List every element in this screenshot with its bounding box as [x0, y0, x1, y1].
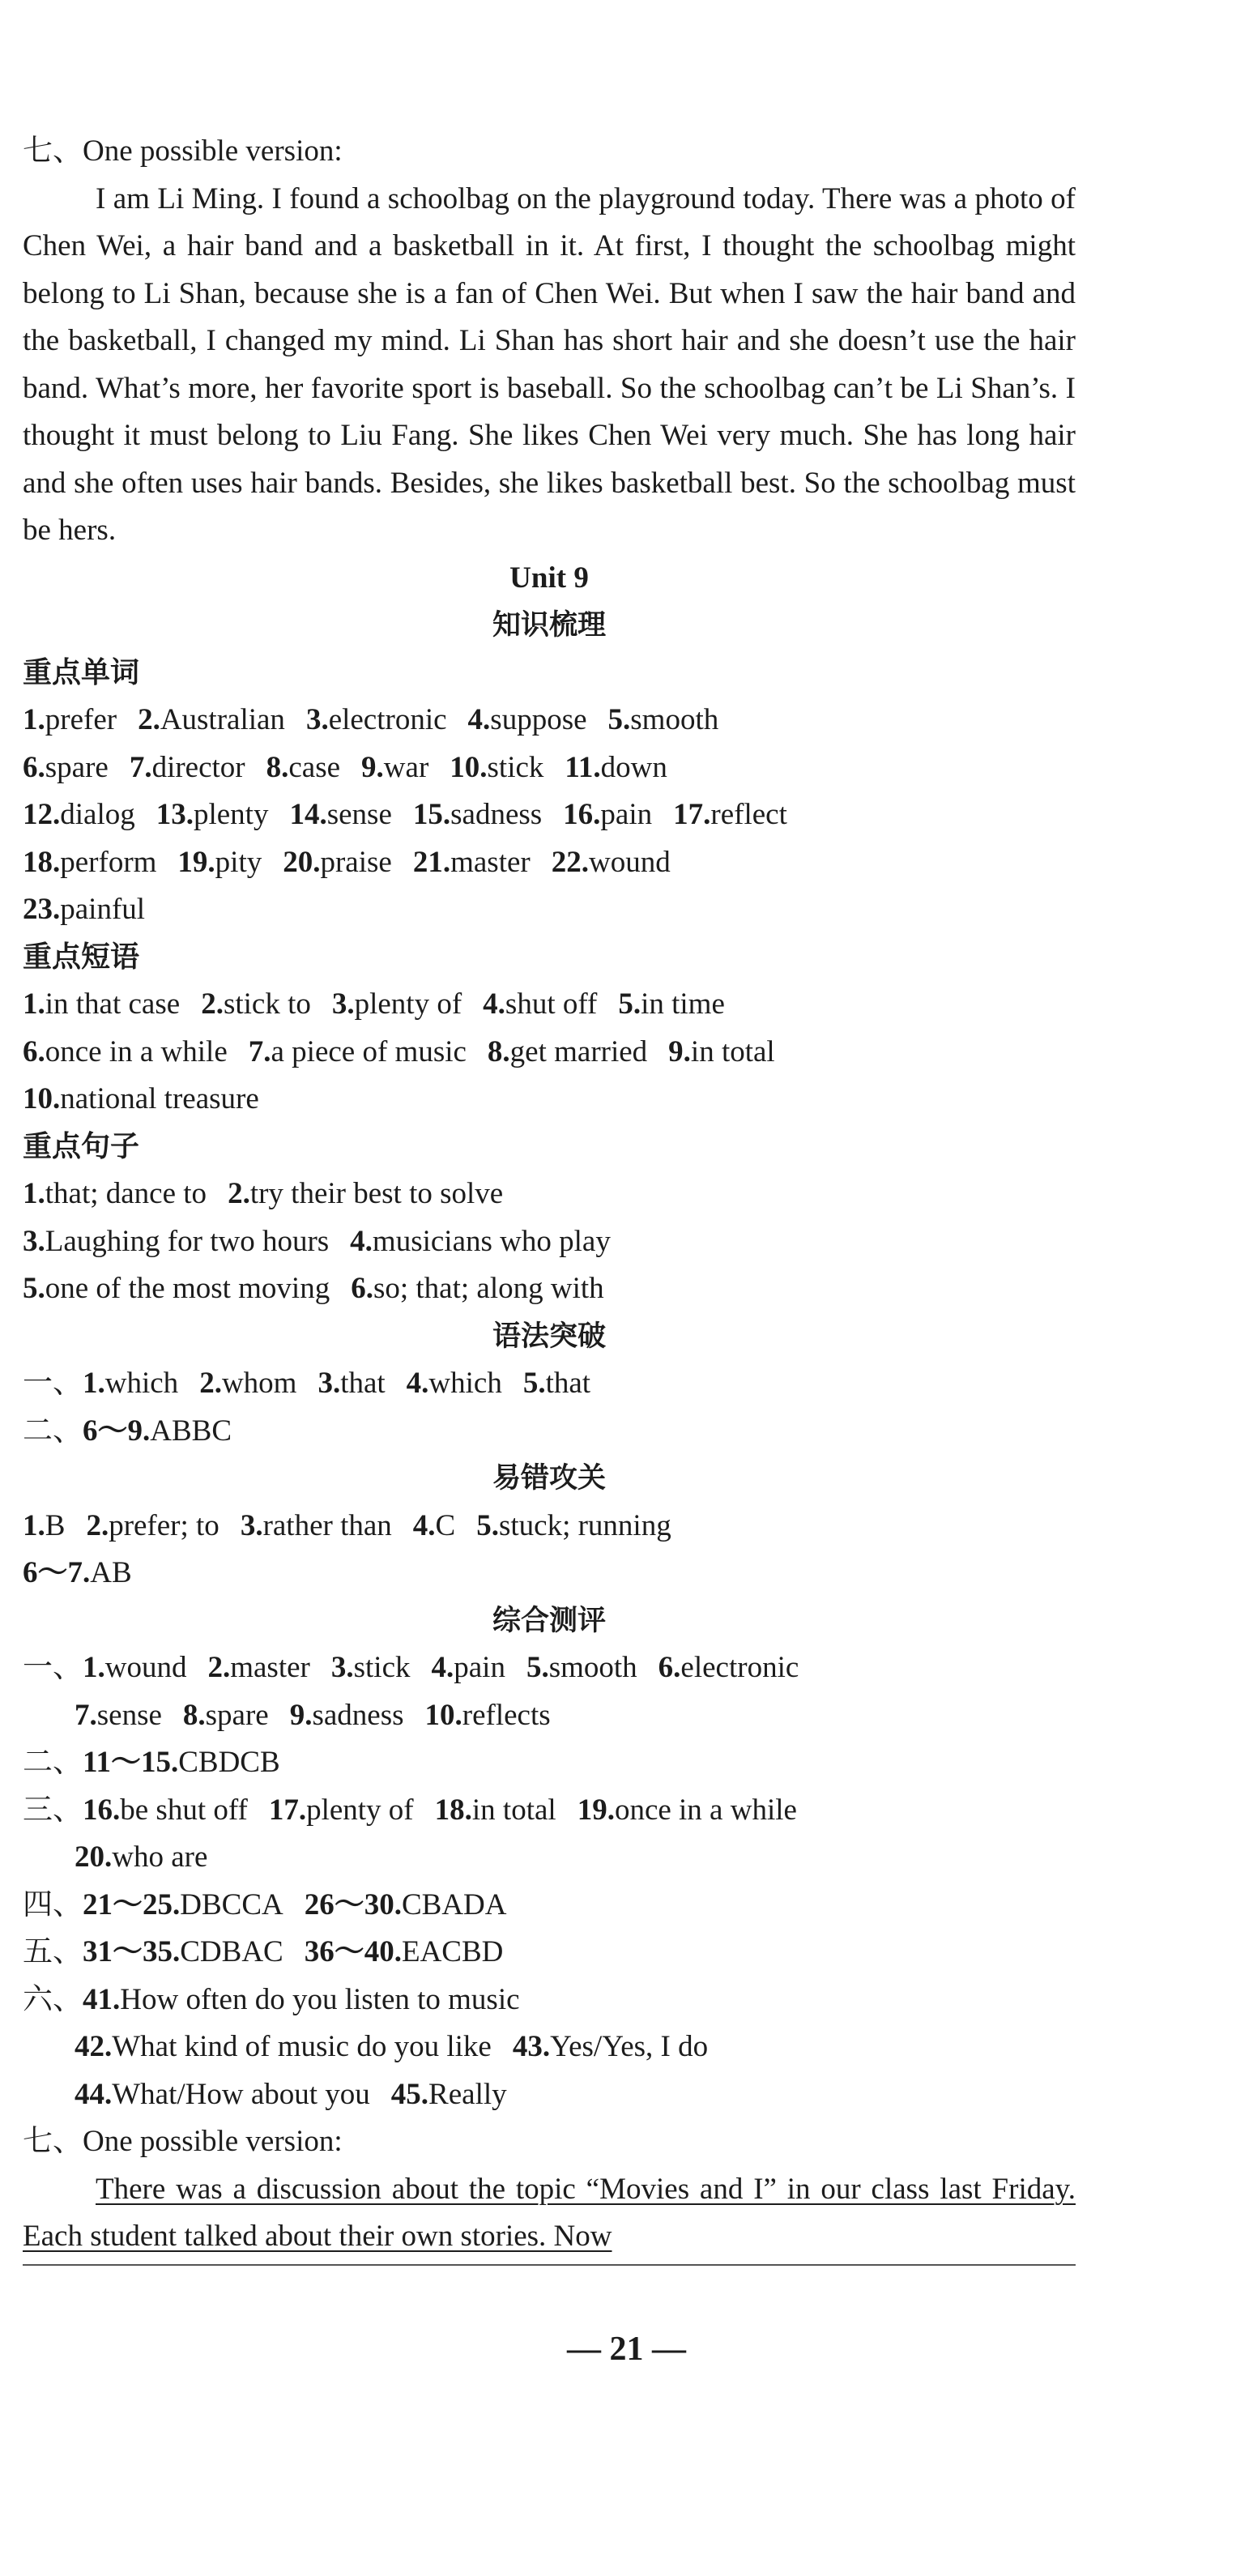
key-sentences-list [23, 1171, 1076, 1313]
answer-item [86, 1509, 219, 1542]
item-text: suppose [490, 703, 587, 736]
answer-item [23, 893, 145, 926]
answer-line [23, 839, 1076, 887]
item-number: 12. [23, 798, 61, 831]
item-number: 13. [156, 798, 194, 831]
item-text: stick to [223, 987, 311, 1021]
answer-item [83, 1983, 520, 2016]
answer-line [23, 791, 1076, 839]
item-number: 4. [467, 703, 491, 736]
item-number: 4. [350, 1224, 373, 1258]
item-text: CBDCB [178, 1746, 280, 1779]
item-text: once in a while [45, 1034, 228, 1068]
item-text: one of the most moving [45, 1272, 330, 1305]
item-text: rather than [262, 1508, 392, 1542]
item-number: 16. [563, 798, 601, 831]
item-text: war [383, 750, 429, 784]
answer-item [658, 1651, 799, 1684]
item-text: a piece of music [271, 1034, 467, 1068]
item-text: prefer; to [109, 1508, 219, 1542]
item-text: plenty of [306, 1793, 414, 1827]
answer-line [23, 886, 1076, 934]
page-number: — 21 — [567, 2331, 686, 2368]
answer-item [488, 1035, 647, 1068]
item-number: 22. [551, 845, 589, 879]
item-number: 3. [331, 987, 355, 1021]
item-text: whom [221, 1367, 297, 1400]
answer-item [413, 846, 531, 879]
item-text: pity [215, 845, 262, 879]
answer-item [305, 1935, 504, 1968]
item-text: master [230, 1651, 310, 1684]
answer-line [23, 1360, 1076, 1408]
answer-item [23, 1082, 259, 1115]
answer-line [23, 1834, 1076, 1882]
answer-line [23, 981, 1076, 1029]
answer-item [201, 987, 311, 1021]
answer-item [83, 1651, 186, 1684]
item-number: 1. [23, 987, 45, 1021]
item-number: 20. [283, 845, 321, 879]
item-text: which [428, 1367, 502, 1400]
item-number: 10. [450, 750, 488, 784]
content [23, 128, 1076, 2266]
answer-line [23, 1076, 1076, 1124]
item-number: 10. [23, 1082, 61, 1115]
key-phrases-heading: 重点短语 [23, 940, 140, 974]
item-text: get married [509, 1034, 648, 1068]
item-number: 11～15. [83, 1746, 179, 1779]
answer-item [608, 703, 719, 736]
item-number: 10. [424, 1698, 462, 1732]
answer-item [241, 1509, 392, 1542]
answer-line [23, 1218, 1076, 1266]
item-number: 43. [512, 2030, 551, 2063]
item-text: Really [428, 2077, 507, 2111]
item-text: sense [96, 1698, 162, 1732]
item-number: 3. [240, 1508, 263, 1542]
answer-line [23, 2024, 1076, 2071]
item-text: DBCCA [180, 1887, 283, 1921]
item-text: sense [326, 798, 392, 831]
answer-item [23, 1509, 65, 1542]
item-number: 18. [434, 1793, 472, 1827]
item-text: reflect [710, 798, 787, 831]
item-number: 11. [565, 750, 601, 784]
item-number: 9. [289, 1698, 313, 1732]
item-number: 2. [199, 1367, 222, 1400]
item-number: 8. [182, 1698, 206, 1732]
answer-item [673, 798, 787, 831]
essay-paragraph: I am Li Ming. I found a schoolbag on the playground today. There was a photo of Chen Wei, a hair band and a basketball in it. At first, I thought the schoolbag might belong to Li Shan, because she is a fan of Chen Wei. But when I saw the hair band and the basketball, I changed my mind. Li Shan has short hair and she doesn’t use the hair band. What’s more, her favorite sport is baseball. So the schoolbag can’t be Li Shan’s. I thought it must belong to Liu Fang. She likes Chen Wei very much. She has long hair and she often uses hair bands. Besides, she likes basketball best. So the schoolbag must be hers. [23, 181, 1076, 547]
item-text: stick [487, 750, 544, 784]
unit-title: Unit 9 [509, 561, 589, 595]
item-number: 5. [618, 987, 641, 1021]
answer-item [305, 1888, 507, 1921]
item-number: 2. [86, 1508, 109, 1542]
item-number: 3. [330, 1651, 354, 1684]
answer-item [83, 1793, 248, 1827]
answer-line [23, 1265, 1076, 1313]
item-number: 2. [207, 1651, 231, 1684]
answer-item [483, 987, 597, 1021]
item-text: shut off [505, 987, 598, 1021]
item-text: once in a while [614, 1793, 797, 1827]
section-number: 六、 [23, 1982, 83, 2016]
answer-item [23, 1225, 329, 1258]
item-text: ABBC [150, 1414, 232, 1448]
answer-item [513, 2030, 708, 2063]
answer-item [83, 1935, 283, 1968]
answer-item [523, 1367, 590, 1400]
item-number: 3. [305, 703, 329, 736]
item-text: that [545, 1367, 591, 1400]
item-text: master [450, 845, 531, 879]
answer-item [23, 751, 109, 784]
answer-item [351, 1272, 603, 1305]
item-text: praise [320, 845, 392, 879]
item-number: 8. [266, 750, 289, 784]
answer-item [350, 1225, 611, 1258]
answer-line [23, 1029, 1076, 1077]
item-number: 36～40. [304, 1935, 402, 1968]
item-number: 19. [577, 1793, 615, 1827]
answer-item [75, 1840, 207, 1874]
item-text: be shut off [120, 1793, 248, 1827]
section-number: 一、 [23, 1367, 83, 1400]
item-text: plenty [193, 798, 269, 831]
answer-item [361, 751, 428, 784]
answer-line [23, 697, 1076, 744]
item-text: stuck; running [498, 1508, 671, 1542]
item-text: How often do you listen to music [120, 1982, 520, 2016]
answer-item [391, 2078, 507, 2111]
item-text: spare [45, 750, 109, 784]
answer-item [266, 751, 340, 784]
answer-item [407, 1367, 502, 1400]
answer-item [75, 1699, 162, 1732]
item-text: What/How about you [112, 2077, 370, 2111]
item-text: C [435, 1508, 456, 1542]
answer-item [306, 703, 447, 736]
answer-item [183, 1699, 269, 1732]
section-number: 五、 [23, 1935, 83, 1968]
key-words-list [23, 697, 1076, 934]
item-text: B [45, 1508, 66, 1542]
review-list [23, 1644, 1076, 2118]
answer-line [23, 1171, 1076, 1218]
answer-item [23, 1272, 330, 1305]
item-number: 5. [526, 1651, 549, 1684]
item-number: 2. [201, 987, 224, 1021]
item-number: 7. [75, 1698, 97, 1732]
item-text: Yes/Yes, I do [550, 2030, 709, 2063]
unit-subtitle: 知识梳理 [492, 609, 606, 642]
answer-line [23, 744, 1076, 792]
answer-item [668, 1035, 775, 1068]
answer-item [23, 987, 180, 1021]
item-number: 1. [83, 1367, 105, 1400]
answer-item [23, 798, 135, 831]
answer-item [23, 846, 156, 879]
item-text: smooth [548, 1651, 637, 1684]
item-number: 1. [23, 1508, 45, 1542]
item-number: 4. [412, 1508, 436, 1542]
item-text: electronic [680, 1651, 799, 1684]
item-number: 6～9. [83, 1414, 151, 1448]
section-label: 七、One possible version: [23, 134, 343, 168]
answer-item [450, 751, 543, 784]
item-number: 20. [75, 1840, 113, 1874]
item-text: smooth [630, 703, 719, 736]
item-text: perform [60, 845, 157, 879]
answer-line [23, 1408, 1076, 1456]
item-number: 5. [23, 1272, 45, 1305]
item-text: dialog [60, 798, 135, 831]
item-text: sadness [450, 798, 543, 831]
item-number: 18. [23, 845, 61, 879]
answer-line [23, 1644, 1076, 1692]
item-number: 3. [318, 1367, 341, 1400]
item-text: wound [104, 1651, 187, 1684]
section-number: 二、 [23, 1414, 83, 1448]
answer-item [23, 1177, 207, 1210]
item-number: 19. [177, 845, 215, 879]
answer-item [249, 1035, 467, 1068]
answer-item [156, 798, 269, 831]
answer-item [199, 1367, 296, 1400]
item-number: 21～25. [83, 1887, 181, 1921]
item-text: case [288, 750, 341, 784]
answer-line [23, 1929, 1076, 1977]
answer-item [75, 2030, 492, 2063]
item-text: in total [471, 1793, 556, 1827]
answer-item [577, 1793, 797, 1827]
item-text: in total [690, 1034, 775, 1068]
answer-item [130, 751, 245, 784]
item-number: 4. [483, 987, 505, 1021]
item-text: who are [112, 1840, 208, 1874]
item-number: 7. [129, 750, 152, 784]
item-number: 6. [23, 1034, 45, 1068]
item-text: CBADA [401, 1887, 507, 1921]
item-text: AB [90, 1556, 132, 1589]
item-text: prefer [45, 703, 117, 736]
item-text: Australian [160, 703, 285, 736]
errors-list [23, 1503, 1076, 1597]
item-number: 4. [406, 1367, 429, 1400]
item-number: 44. [75, 2077, 113, 2111]
item-text: which [104, 1367, 179, 1400]
answer-item [526, 1651, 637, 1684]
key-words-heading: 重点单词 [23, 655, 140, 689]
item-text: director [151, 750, 245, 784]
item-text: in that case [45, 987, 181, 1021]
answer-item [289, 798, 391, 831]
item-number: 1. [23, 1177, 45, 1210]
item-number: 6～7. [23, 1556, 91, 1589]
answer-item [228, 1177, 503, 1210]
section-number: 三、 [23, 1793, 83, 1827]
section-number: 二、 [23, 1746, 83, 1779]
answer-item [177, 846, 262, 879]
section-number: 一、 [23, 1651, 83, 1684]
item-number: 1. [23, 703, 45, 736]
item-number: 21. [412, 845, 451, 879]
answer-item [207, 1651, 309, 1684]
item-text: sadness [312, 1698, 404, 1732]
answer-item [332, 987, 462, 1021]
answer-item [468, 703, 587, 736]
item-number: 4. [431, 1651, 454, 1684]
item-text: painful [60, 893, 146, 926]
answer-item [331, 1651, 411, 1684]
answer-item [290, 1699, 404, 1732]
essay-answer-area [23, 2166, 1076, 2266]
item-number: 6. [351, 1272, 373, 1305]
item-text: that; dance to [45, 1177, 207, 1210]
item-text: spare [205, 1698, 269, 1732]
item-text: that [340, 1367, 386, 1400]
answer-item [565, 751, 667, 784]
item-text: in time [641, 987, 725, 1021]
item-number: 17. [268, 1793, 307, 1827]
item-text: Laughing for two hours [45, 1224, 330, 1258]
answer-item [83, 1414, 232, 1448]
item-number: 9. [668, 1034, 691, 1068]
answer-line [23, 1787, 1076, 1835]
item-text: What kind of music do you like [112, 2030, 492, 2063]
item-number: 7. [248, 1034, 271, 1068]
item-text: CDBAC [180, 1935, 283, 1968]
answer-item [83, 1746, 280, 1779]
key-sentences-heading: 重点句子 [23, 1129, 140, 1163]
answer-item [283, 846, 392, 879]
item-number: 23. [23, 893, 61, 926]
item-text: try their best to solve [249, 1177, 504, 1210]
item-number: 45. [390, 2077, 429, 2111]
item-number: 31～35. [83, 1935, 181, 1968]
item-number: 8. [487, 1034, 510, 1068]
item-text: wound [588, 845, 671, 879]
item-number: 6. [658, 1651, 681, 1684]
item-text: reflects [462, 1698, 551, 1732]
item-number: 2. [228, 1177, 250, 1210]
answer-item [75, 2078, 370, 2111]
answer-line [23, 1503, 1076, 1550]
item-number: 16. [83, 1793, 121, 1827]
review-heading: 综合测评 [492, 1604, 606, 1637]
answer-item [138, 703, 285, 736]
item-text: so; that; along with [373, 1272, 604, 1305]
answer-item [413, 798, 542, 831]
item-text: electronic [328, 703, 447, 736]
answer-item [83, 1367, 178, 1400]
section-number: 四、 [23, 1887, 83, 1921]
item-text: down [600, 750, 667, 784]
item-number: 5. [522, 1367, 546, 1400]
answer-line [23, 1550, 1076, 1597]
answer-line [23, 1977, 1076, 2024]
item-number: 9. [361, 750, 384, 784]
item-text: EACBD [401, 1935, 504, 1968]
item-number: 6. [23, 750, 45, 784]
item-number: 2. [138, 703, 160, 736]
answer-item [318, 1367, 385, 1400]
answer-item [23, 1556, 132, 1589]
item-text: pain [600, 798, 653, 831]
item-number: 5. [476, 1508, 499, 1542]
essay-paragraph-2: There was a discussion about the topic “Movies and I” in our class last Friday. Each student talked about their own stories. Now [23, 2172, 1076, 2253]
answer-line [23, 2071, 1076, 2119]
item-text: musicians who play [372, 1224, 611, 1258]
answer-item [435, 1793, 556, 1827]
answer-line [23, 1882, 1076, 1930]
errors-heading: 易错攻关 [492, 1462, 606, 1495]
item-number: 5. [607, 703, 631, 736]
item-number: 15. [412, 798, 451, 831]
item-text: national treasure [60, 1082, 259, 1115]
answer-item [425, 1699, 551, 1732]
answer-item [618, 987, 725, 1021]
section-label-2: 七、One possible version: [23, 2125, 343, 2158]
item-number: 41. [83, 1982, 121, 2016]
item-number: 14. [289, 798, 327, 831]
answer-line [23, 1692, 1076, 1740]
answer-item [476, 1509, 671, 1542]
key-phrases-list [23, 981, 1076, 1124]
item-text: pain [454, 1651, 505, 1684]
item-number: 3. [23, 1224, 45, 1258]
answer-item [23, 703, 117, 736]
answer-item [563, 798, 652, 831]
answer-item [413, 1509, 455, 1542]
item-text: plenty of [354, 987, 462, 1021]
grammar-list [23, 1360, 1076, 1455]
item-number: 26～30. [304, 1887, 402, 1921]
answer-item [83, 1888, 283, 1921]
answer-item [552, 846, 671, 879]
answer-item [432, 1651, 505, 1684]
item-number: 1. [83, 1651, 105, 1684]
grammar-heading: 语法突破 [492, 1320, 606, 1353]
item-number: 42. [75, 2030, 113, 2063]
item-number: 17. [673, 798, 711, 831]
item-text: stick [353, 1651, 411, 1684]
answer-item [23, 1035, 228, 1068]
answer-item [269, 1793, 414, 1827]
answer-line [23, 1739, 1076, 1787]
